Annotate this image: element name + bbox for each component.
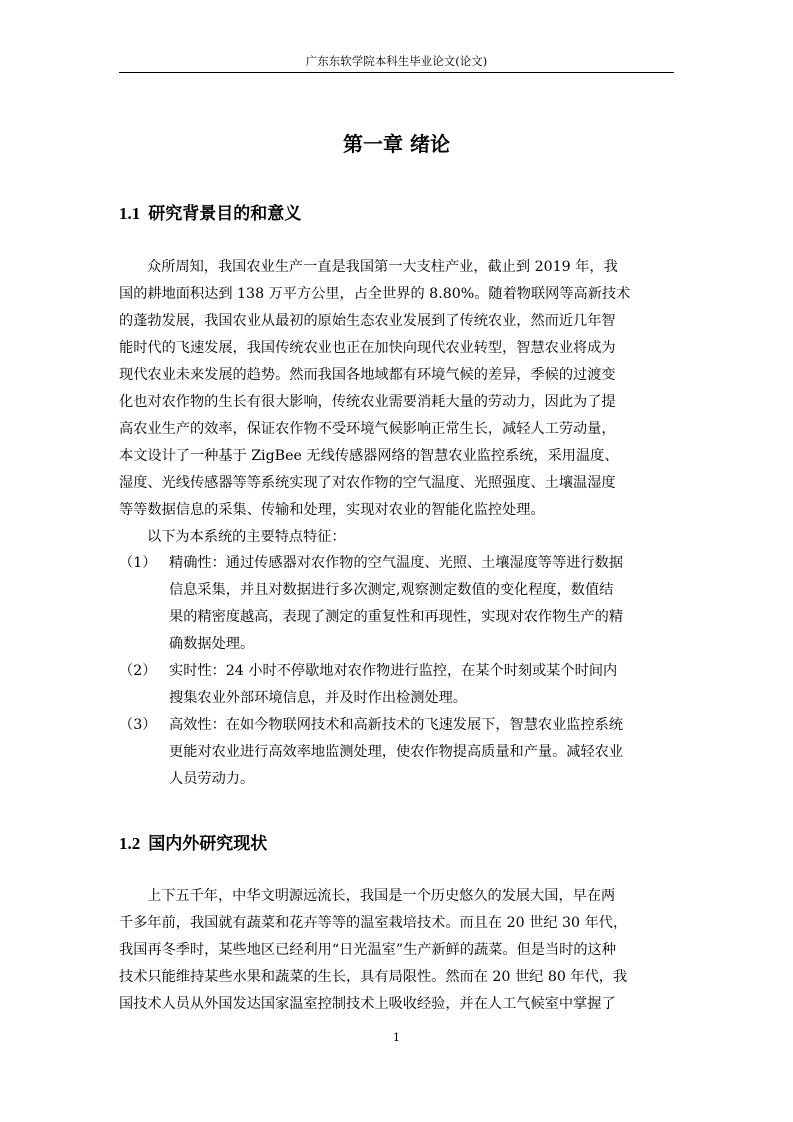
paragraph-line: 我国再冬季时，某些地区已经利用“日光温室”生产新鲜的蔬菜。但是当时的这种 <box>119 942 616 958</box>
header-divider <box>119 72 674 73</box>
list-marker: （1） <box>119 555 157 571</box>
chapter-title: 第一章 绪论 <box>343 132 450 156</box>
paragraph-line: 众所周知，我国农业生产一直是我国第一大支柱产业，截止到 2019 年，我 <box>147 259 618 275</box>
paragraph-line: 千多年前，我国就有蔬菜和花卉等等的温室栽培技术。而且在 20 世纪 30 年代， <box>119 915 628 931</box>
paragraph-line: 化也对农作物的生长有很大影响，传统农业需要消耗大量的劳动力，因此为了提 <box>119 394 616 410</box>
paragraph-line: 高农业生产的效率，保证农作物不受环境气候影响正常生长，减轻人工劳动量， <box>119 421 616 437</box>
list-line: 人员劳动力。 <box>169 771 255 787</box>
list-marker: （2） <box>119 663 157 679</box>
paragraph-line: 湿度、光线传感器等等系统实现了对农作物的空气温度、光照强度、土壤温湿度 <box>119 475 616 491</box>
list-line: 搜集农业外部环境信息，并及时作出检测处理。 <box>169 690 467 706</box>
list-line: 信息采集，并且对数据进行多次测定,观察测定数值的变化程度，数值结 <box>169 582 614 598</box>
section-title-text: 国内外研究现状 <box>148 834 268 854</box>
paragraph-line: 上下五千年，中华文明源远流长，我国是一个历史悠久的发展大国，早在两 <box>147 888 616 904</box>
paragraph-line: 国技术人员从外国发达国家温室控制技术上吸收经验，并在人工气候室中掌握了 <box>119 996 616 1012</box>
list-marker: （3） <box>119 717 157 733</box>
list-line: 更能对农业进行高效率地监测处理，使农作物提高质量和产量。减轻农业 <box>169 744 624 760</box>
list-line: 果的精密度越高，表现了测定的重复性和再现性，实现对农作物生产的精 <box>169 609 624 625</box>
paragraph-line: 本文设计了一种基于 ZigBee 无线传感器网络的智慧农业监控系统，采用温度、 <box>119 448 619 464</box>
paragraph-line: 能时代的飞速发展，我国传统农业也正在加快向现代农业转型，智慧农业将成为 <box>119 340 616 356</box>
paragraph-line: 技术只能维持某些水果和蔬菜的生长，具有局限性。然而在 20 世纪 80 年代，我 <box>119 969 628 985</box>
section-number: 1.1 <box>119 204 141 223</box>
list-line: 高效性：在如今物联网技术和高新技术的飞速发展下，智慧农业监控系统 <box>169 717 624 733</box>
paragraph-line: 的蓬勃发展，我国农业从最初的原始生态农业发展到了传统农业，然而近几年智 <box>119 313 616 329</box>
section-heading-1-1 <box>119 202 301 226</box>
paragraph-line: 等等数据信息的采集、传输和处理，实现对农业的智能化监控处理。 <box>119 502 545 518</box>
list-line: 实时性：24 小时不停歇地对农作物进行监控，在某个时刻或某个时间内 <box>169 663 618 679</box>
list-line: 确数据处理。 <box>169 636 255 652</box>
features-intro: 以下为本系统的主要特点特征： <box>147 529 346 545</box>
section-heading-1-2 <box>119 832 267 856</box>
section-title-text: 研究背景目的和意义 <box>148 204 302 224</box>
paragraph-line: 国的耕地面积达到 138 万平方公里，占全世界的 8.80%。随着物联网等高新技术 <box>119 286 631 302</box>
paragraph-line: 现代农业未来发展的趋势。然而我国各地域都有环境气候的差异，季候的过渡变 <box>119 367 616 383</box>
page-number: 1 <box>393 1031 400 1044</box>
running-header: 广东东软学院本科生毕业论文(论文) <box>305 54 488 68</box>
section-number: 1.2 <box>119 834 141 853</box>
list-line: 精确性：通过传感器对农作物的空气温度、光照、土壤湿度等等进行数据 <box>169 555 624 571</box>
